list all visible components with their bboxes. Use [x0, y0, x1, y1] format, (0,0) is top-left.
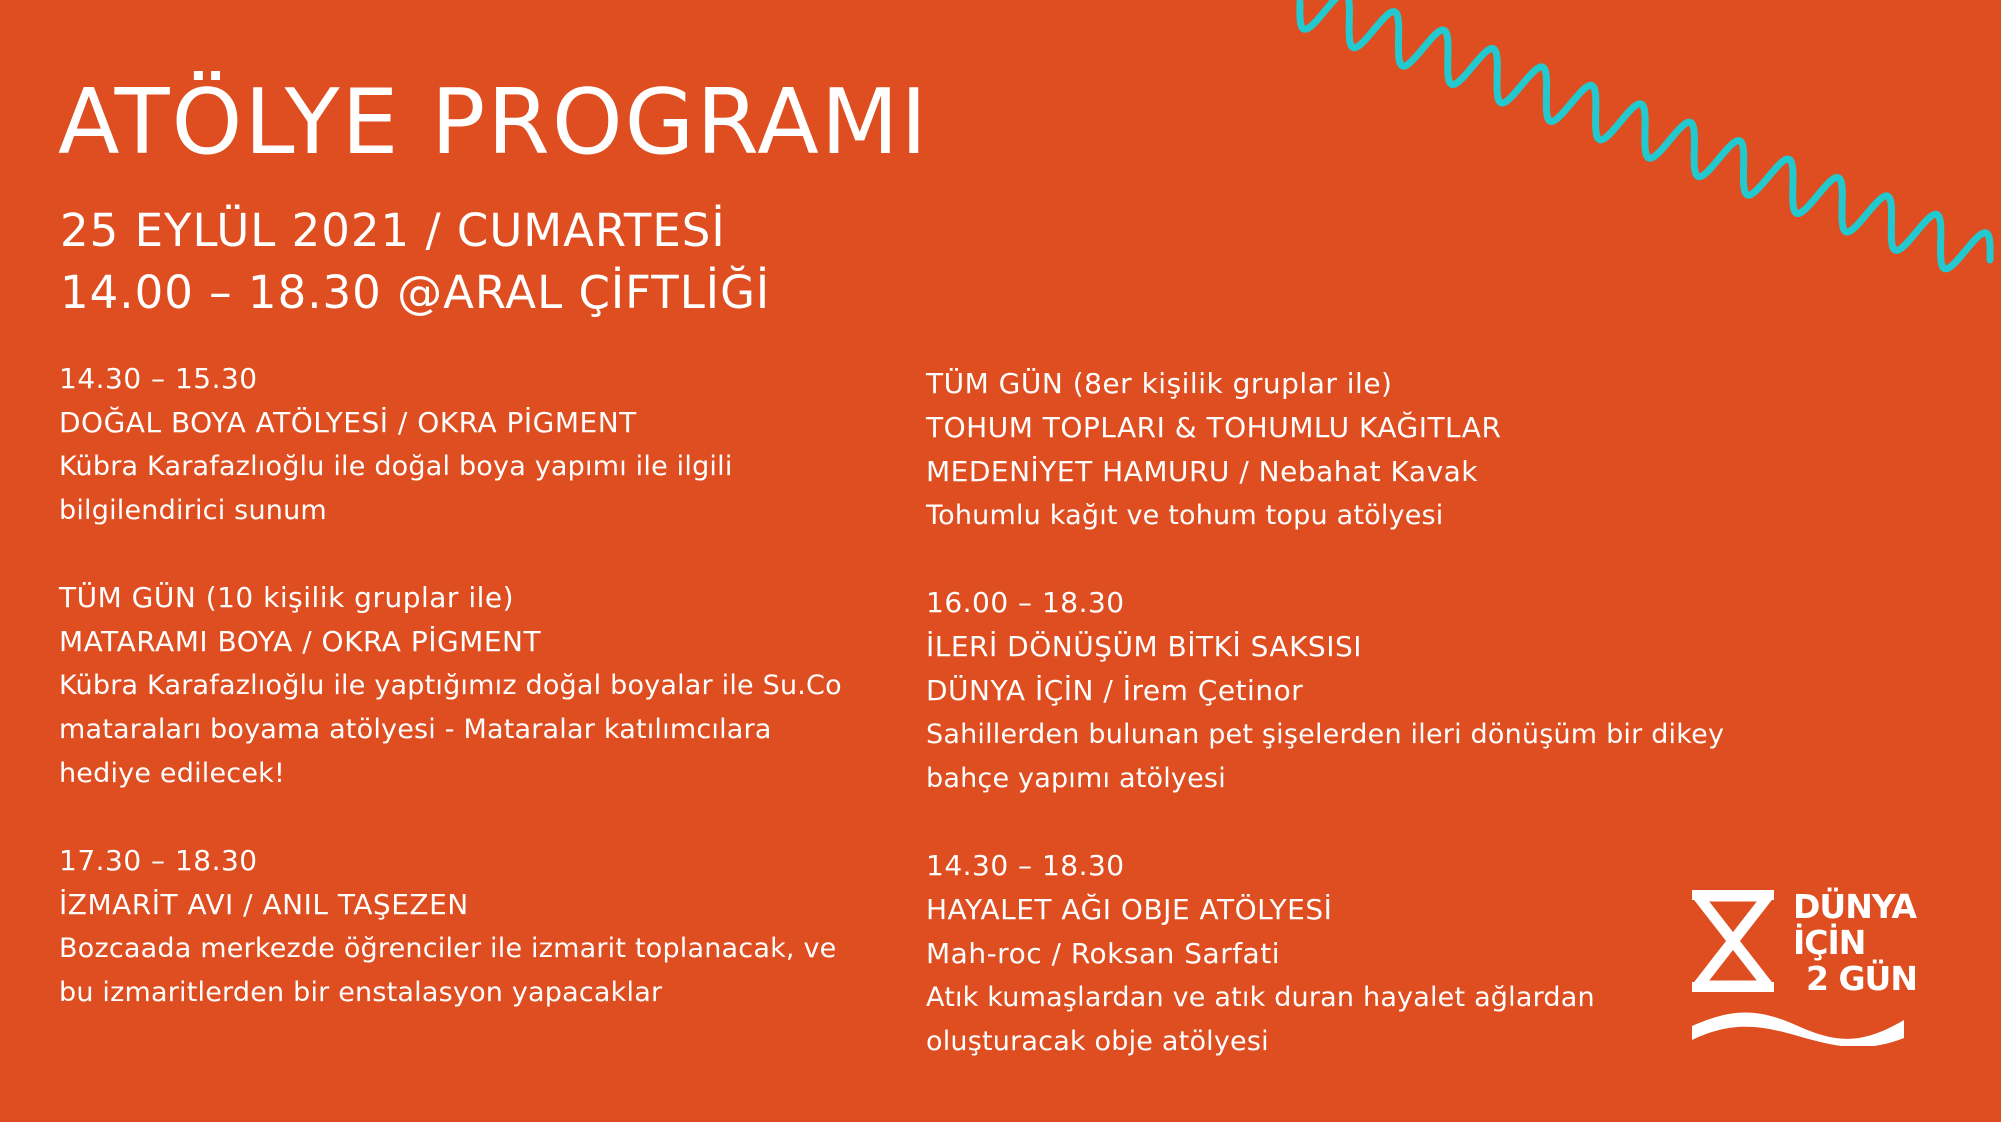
workshop-time: TÜM GÜN (8er kişilik gruplar ile) [926, 367, 1393, 400]
workshop-description: Kübra Karafazlıoğlu ile yaptığımız doğal boyalar ile Su.Co mataraları boyama atölyesi - Mataralar katılımcılara hediye edilecek! [59, 670, 842, 789]
workshop-time: TÜM GÜN (10 kişilik gruplar ile) [59, 581, 515, 614]
workshop-time: 16.00 – 18.30 [926, 586, 1125, 619]
hourglass-icon [1688, 888, 1778, 994]
event-time-location: 14.00 – 18.30 @ARAL ÇİFTLİĞİ [60, 266, 771, 319]
workshop-title: DOĞAL BOYA ATÖLYESİ / OKRA PİGMENT [59, 406, 637, 439]
workshop-title: İLERİ DÖNÜŞÜM BİTKİ SAKSISI [926, 630, 1362, 663]
workshop-item [59, 576, 959, 796]
page-title: ATÖLYE PROGRAMI [58, 70, 930, 175]
schedule-left-column [59, 357, 959, 1058]
workshop-item [59, 357, 959, 533]
workshop-item [59, 839, 959, 1015]
logo-text-line2: İÇİN [1793, 923, 1866, 962]
logo-text-line1: DÜNYA [1793, 887, 1917, 926]
workshop-host: DÜNYA İÇİN / İrem Çetinor [926, 674, 1304, 707]
workshop-description: Atık kumaşlardan ve atık duran hayalet ağlardan oluşturacak obje atölyesi [926, 982, 1595, 1057]
logo-text-line3: 2 GÜN [1806, 959, 1917, 998]
wave-icon [1688, 1006, 1908, 1046]
workshop-host: MEDENİYET HAMURU / Nebahat Kavak [926, 455, 1479, 488]
workshop-description: Tohumlu kağıt ve tohum topu atölyesi [926, 500, 1444, 531]
workshop-title: HAYALET AĞI OBJE ATÖLYESİ [926, 893, 1333, 926]
workshop-item [926, 581, 1826, 801]
workshop-host: Mah-roc / Roksan Sarfati [926, 937, 1280, 970]
workshop-title: İZMARİT AVI / ANIL TAŞEZEN [59, 888, 469, 921]
bottom-border [0, 1122, 2001, 1126]
workshop-item [926, 362, 1826, 538]
workshop-description: Bozcaada merkezde öğrenciler ile izmarit toplanacak, ve bu izmaritlerden bir enstalasyon yapacaklar [59, 933, 837, 1008]
workshop-time: 17.30 – 18.30 [59, 844, 258, 877]
workshop-description: Sahillerden bulunan pet şişelerden ileri dönüşüm bir dikey bahçe yapımı atölyesi [926, 719, 1725, 794]
dunya-icin-2-gun-logo [1688, 888, 1928, 1048]
event-date: 25 EYLÜL 2021 / CUMARTESİ [60, 204, 726, 257]
workshop-title: TOHUM TOPLARI & TOHUMLU KAĞITLAR [926, 411, 1502, 444]
workshop-time: 14.30 – 15.30 [59, 362, 258, 395]
workshop-title: MATARAMI BOYA / OKRA PİGMENT [59, 625, 542, 658]
workshop-time: 14.30 – 18.30 [926, 849, 1125, 882]
squiggle-decoration [1290, 0, 2001, 290]
workshop-description: Kübra Karafazlıoğlu ile doğal boya yapımı ile ilgili bilgilendirici sunum [59, 451, 733, 526]
